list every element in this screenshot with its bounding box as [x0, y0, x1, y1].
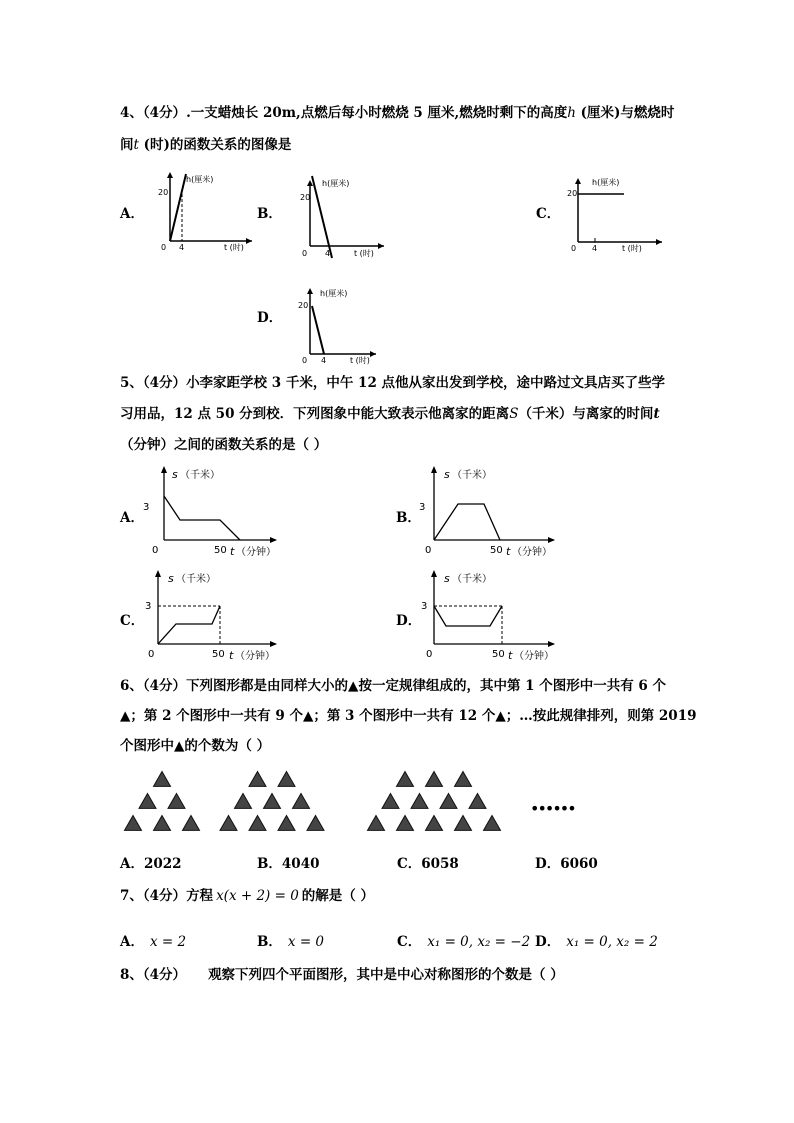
- s-axis-symbol: s: [168, 572, 174, 585]
- q4-text-1-tail: (厘米)与燃烧时: [575, 105, 675, 121]
- q6-ellipsis-dots: ••••••: [530, 799, 575, 818]
- origin-label: 0: [571, 244, 577, 253]
- x-axis-arrow: [270, 537, 277, 543]
- q7-option-c-label: C．: [397, 934, 422, 950]
- y-tick-label: 3: [143, 502, 150, 513]
- h-axis-label: h(厘米): [320, 289, 348, 298]
- t-axis-unit: （分钟）: [514, 651, 554, 662]
- q7-option-c: [397, 930, 530, 950]
- q4-var-h: h: [567, 105, 576, 121]
- q5-var-t: t: [653, 406, 660, 422]
- q6-option-d: D．6060: [535, 856, 598, 872]
- q7-option-a-expr: x = 2: [149, 934, 187, 950]
- q7-option-c-expr: x₁ = 0, x₂ = −2: [427, 934, 531, 950]
- s-axis-unit: （千米）: [452, 574, 492, 585]
- graph-line: [434, 504, 500, 540]
- q5-option-b-label: B．: [396, 510, 421, 526]
- triangle-icon: [125, 816, 142, 831]
- x-axis-arrow: [378, 243, 384, 249]
- t-axis-symbol: t: [506, 545, 511, 558]
- t-axis-unit: （分钟）: [235, 651, 275, 662]
- q7-equation: x(x + 2) = 0: [216, 888, 299, 904]
- q6-figure-2: [220, 772, 324, 831]
- q5-text-2-mid: （千米）与离家的时间: [518, 406, 654, 422]
- q4-var-t: t: [133, 137, 139, 153]
- s-axis-symbol: s: [172, 468, 178, 481]
- x-tick-label: 50: [214, 545, 227, 556]
- x-axis-arrow: [370, 351, 376, 357]
- q7-line-1: [120, 887, 374, 905]
- q6-line-3: 个图形中▲的个数为（ ）: [120, 738, 271, 754]
- q7-option-b: [257, 930, 324, 950]
- q8-text: 观察下列四个平面图形，其中是中心对称图形的个数是（ ）: [208, 967, 564, 983]
- triangle-icon: [368, 816, 385, 831]
- q5-option-c-label: C．: [120, 613, 145, 629]
- q7-option-b-label: B．: [257, 934, 282, 950]
- t-axis-unit: （分钟）: [512, 547, 552, 558]
- q4-number: 4、: [120, 105, 143, 121]
- y-tick-label: 3: [421, 601, 428, 612]
- triangle-icon: [426, 772, 443, 787]
- q6-line-2: ▲；第 2 个图形中一共有 9 个▲；第 3 个图形中一共有 12 个▲；…按此规律排列，则第 2019: [120, 708, 697, 724]
- t-axis-symbol: t: [229, 649, 234, 662]
- q7-option-d: [535, 930, 658, 950]
- q4-graph-d: [292, 284, 392, 366]
- q4-option-d-label: D．: [257, 310, 283, 326]
- q5-score: （4分）: [142, 375, 187, 391]
- q6-figure-1: [125, 772, 200, 831]
- q4-option-b-label: B．: [257, 206, 282, 222]
- q4-line-2: [120, 136, 291, 154]
- y-axis-arrow: [167, 172, 173, 178]
- t-axis-label: t (时): [224, 243, 244, 252]
- y-tick-label: 20: [158, 188, 169, 197]
- triangle-icon: [411, 794, 428, 809]
- y-axis-arrow: [307, 180, 313, 186]
- q7-option-d-label: D．: [535, 934, 561, 950]
- triangle-icon: [293, 794, 310, 809]
- q5-option-d-label: D．: [396, 613, 422, 629]
- q4-option-c-label: C．: [536, 206, 561, 222]
- q6-option-c: C．6058: [397, 856, 459, 872]
- s-axis-unit: （千米）: [176, 574, 216, 585]
- y-axis-arrow: [575, 178, 581, 184]
- triangle-icon: [183, 816, 200, 831]
- q6-number: 6、: [120, 678, 143, 694]
- triangle-icon: [139, 794, 156, 809]
- t-axis-label: t (时): [350, 356, 370, 365]
- x-tick-label: 50: [490, 545, 503, 556]
- s-axis-symbol: s: [444, 468, 450, 481]
- q4-line-1: [120, 104, 674, 122]
- h-axis-label: h(厘米): [186, 175, 214, 184]
- q4-graph-c: [562, 172, 670, 256]
- origin-label: 0: [426, 649, 433, 660]
- t-axis-label: t (时): [354, 249, 374, 258]
- x-tick-label: 4: [321, 356, 327, 365]
- q6-line-1: [120, 677, 666, 695]
- graph-line: [164, 496, 240, 540]
- q7-option-a-label: A．: [120, 934, 144, 950]
- triangle-icon: [469, 794, 486, 809]
- x-tick-label: 50: [492, 649, 505, 660]
- y-axis-arrow: [307, 288, 313, 294]
- q6-triangle-figures: [118, 768, 538, 840]
- triangle-icon: [168, 794, 185, 809]
- triangle-icon: [264, 794, 281, 809]
- origin-label: 0: [152, 545, 159, 556]
- triangle-icon: [307, 816, 324, 831]
- q5-line-2: [120, 405, 660, 423]
- q5-text-2: 习用品，12 点 50 分到校．下列图象中能大致表示他离家的距离: [120, 406, 510, 422]
- triangle-icon: [278, 772, 295, 787]
- q6-option-b: B．4040: [257, 856, 320, 872]
- q5-graph-a: [140, 462, 282, 562]
- q4-text-1: .一支蜡烛长 20m,点燃后每小时燃烧 5 厘米,燃烧时剩下的高度: [186, 105, 568, 121]
- q5-number: 5、: [120, 375, 143, 391]
- x-tick-label: 50: [212, 649, 225, 660]
- x-axis-arrow: [270, 641, 277, 647]
- origin-label: 0: [161, 243, 167, 252]
- q5-text-1: 小李家距学校 3 千米，中午 12 点他从家出发到学校，途中路过文具店买了些学: [186, 375, 666, 391]
- s-axis-unit: （千米）: [180, 470, 220, 481]
- q4-text-2-tail: (时)的函数关系的图像是: [138, 137, 292, 153]
- x-axis-arrow: [548, 641, 555, 647]
- triangle-icon: [397, 816, 414, 831]
- triangle-icon: [278, 816, 295, 831]
- x-axis-arrow: [548, 537, 555, 543]
- q6-text-1: 下列图形都是由同样大小的▲按一定规律组成的，其中第 1 个图形中一共有 6 个: [186, 678, 667, 694]
- q7-number: 7、: [120, 888, 143, 904]
- q5-var-s: S: [509, 406, 519, 422]
- triangle-icon: [249, 772, 266, 787]
- y-axis-arrow: [161, 466, 167, 473]
- q7-score: （4分）: [142, 888, 187, 904]
- x-axis-arrow: [656, 239, 662, 245]
- triangle-icon: [397, 772, 414, 787]
- q8-score: （4分）: [142, 967, 187, 983]
- triangle-icon: [235, 794, 252, 809]
- triangle-icon: [154, 772, 171, 787]
- origin-label: 0: [302, 356, 308, 365]
- q7-text-tail: 的解是（ ）: [301, 888, 374, 904]
- origin-label: 0: [302, 249, 308, 258]
- q7-option-a: [120, 930, 186, 950]
- graph-line: [158, 606, 220, 644]
- q5-graph-d: [414, 566, 562, 666]
- q5-graph-c: [140, 566, 282, 666]
- x-axis-arrow: [246, 238, 252, 244]
- q7-option-d-expr: x₁ = 0, x₂ = 2: [566, 934, 658, 950]
- triangle-icon: [220, 816, 237, 831]
- q7-text-head: 方程: [186, 888, 214, 904]
- t-axis-symbol: t: [230, 545, 235, 558]
- y-tick-label: 20: [298, 301, 309, 310]
- triangle-icon: [249, 816, 266, 831]
- q5-graph-b: [414, 462, 562, 562]
- origin-label: 0: [425, 545, 432, 556]
- y-axis-arrow: [431, 570, 437, 577]
- triangle-icon: [382, 794, 399, 809]
- q5-line-1: [120, 374, 665, 392]
- y-tick-label: 3: [145, 601, 152, 612]
- s-axis-symbol: s: [444, 572, 450, 585]
- q4-text-2-head: 间: [120, 137, 134, 153]
- q4-option-a-label: A．: [120, 206, 144, 222]
- triangle-icon: [484, 816, 501, 831]
- q6-figure-3: [368, 772, 501, 831]
- x-tick-label: 4: [325, 249, 331, 258]
- t-axis-unit: （分钟）: [236, 547, 276, 558]
- y-axis-arrow: [155, 570, 161, 577]
- triangle-icon: [455, 772, 472, 787]
- q6-score: （4分）: [142, 678, 187, 694]
- triangle-icon: [440, 794, 457, 809]
- q7-option-b-expr: x = 0: [287, 934, 325, 950]
- q4-score: （4分）: [142, 105, 187, 121]
- q5-line-3: （分钟）之间的函数关系的是（ ）: [120, 437, 328, 453]
- origin-label: 0: [148, 649, 155, 660]
- s-axis-unit: （千米）: [452, 470, 492, 481]
- q4-graph-b: [292, 172, 392, 260]
- t-axis-label: t (时): [622, 244, 642, 253]
- q4-graph-a: [150, 168, 260, 254]
- y-tick-label: 20: [300, 193, 311, 202]
- graph-line: [170, 174, 186, 241]
- y-tick-label: 3: [419, 502, 426, 513]
- graph-line: [312, 306, 324, 354]
- t-axis-symbol: t: [508, 649, 513, 662]
- triangle-icon: [455, 816, 472, 831]
- h-axis-label: h(厘米): [322, 179, 350, 188]
- q6-option-a: A．2022: [120, 856, 182, 872]
- y-axis-arrow: [431, 466, 437, 473]
- graph-line: [434, 606, 502, 626]
- triangle-icon: [154, 816, 171, 831]
- q8-line-1: [120, 966, 564, 984]
- triangle-icon: [426, 816, 443, 831]
- y-tick-label: 20: [567, 189, 578, 198]
- x-tick-label: 4: [592, 244, 598, 253]
- x-tick-label: 4: [179, 243, 185, 252]
- h-axis-label: h(厘米): [592, 178, 620, 187]
- q8-number: 8、: [120, 967, 143, 983]
- q5-option-a-label: A．: [120, 510, 144, 526]
